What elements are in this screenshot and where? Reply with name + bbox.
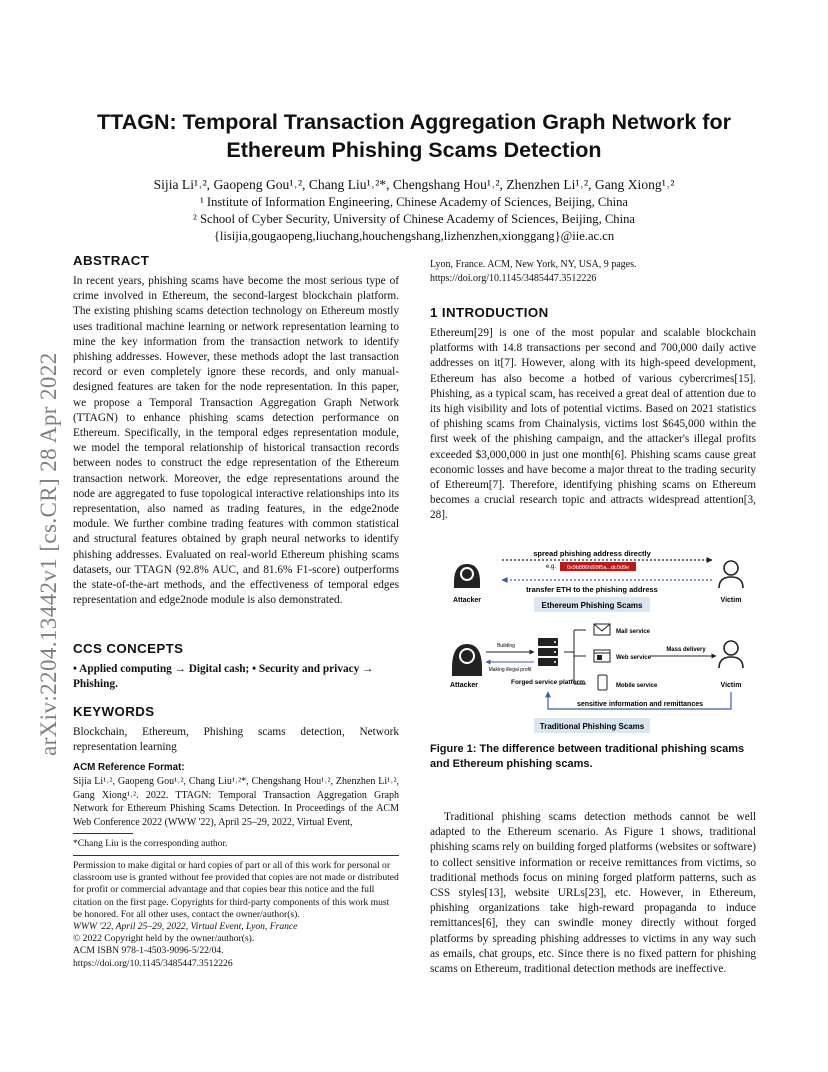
ethereum-scams-label: Ethereum Phishing Scams [541, 601, 643, 610]
spread-label: spread phishing address directly [533, 549, 651, 558]
server-icon [538, 638, 558, 666]
address-prefix: e.g. [546, 564, 557, 570]
affiliation-2: ² School of Cyber Security, University of Chinese Academy of Sciences, Beijing, China [193, 212, 635, 226]
web-icon [594, 650, 610, 662]
isbn-line: ACM ISBN 978-1-4503-9096-5/22/04. [73, 945, 224, 957]
mobile-service-label: Mobile service [616, 683, 658, 689]
permission-text: Permission to make digital or hard copies of part or all of this work for personal or classroom use is granted without fee provided that copies are not made or distributed for profit or commercial advantage and that copies bear this notice and the full citation on the first page. Copyrights for third-party components of this work must be honored. For all other uses, contact the owner/author(s). [73, 860, 399, 920]
mass-delivery-label: Mass delivery [666, 647, 706, 653]
affiliation-1: ¹ Institute of Information Engineering, Chinese Academy of Sciences, Beijing, China [199, 195, 628, 209]
abstract-text: In recent years, phishing scams have become the most serious type of crime involved in Ethereum, the second-largest blockchain platform. The existing phishing scams detection technology on Ethereum mostly uses traditional machine learning or network representation learning to mine the key information from the transaction network to identify phishing addresses. However, these methods adopt the last transaction record or even completely ignore these records, and only manual-designed features are taken for the node representation. In this paper, we propose a Temporal Transaction Aggregation Graph Network (TTAGN) to enhance phishing scams detection performance on Ethereum. Specifically, in the temporal edges representation module, we model the temporal relationship of historical transaction records between nodes to construct the edge representation of the Ethereum transaction network. Moreover, the edge representations around the node are aggregated to fuse topological interactive relationships into its representation, also named as trading features, in the edge2node module. We further combine trading features with common statistical and structural features obtained by graph neural networks to identify phishing addresses. Evaluated on real-world Ethereum phishing scams datasets, our TTAGN (92.8% AUC, and 81.6% F1-score) outperforms the state-of-the-art methods, and the effectiveness of temporal edges representation and edge2node module is also demonstrated. [73, 275, 399, 607]
building-label: Building [497, 643, 515, 649]
arxiv-stamp-text: arXiv:2204.13442v1 [cs.CR] 28 Apr 2022 [36, 352, 61, 756]
web-service-label: Web service [616, 655, 651, 661]
copyright-line: © 2022 Copyright held by the owner/author(s). [73, 933, 255, 945]
intro-text: Ethereum[29] is one of the most popular and scalable blockchain platforms with 14.8 transactions per second and 700,000 daily active addresses on it[7]. However, along with its high-speed development, Ethereum has also become a hotbed of various cybercrimes[15]. Phishing, as a typical scam, has received a great deal of attention due to its high visibility and lots of potential victims. Based on 2021 statistics of phishing scams from Chainalysis, victims lost $645,000 within the first week of the phishing campaign, and the attacker's illegal profits exceeded $3,000,000 in just one month[6]. Phishing scams cause great economic losses and have become a major threat to the trading security of Ethereum[7]. Therefore, identifying phishing scams on Ethereum becomes a crucial research topic and attracts widespread attention[3, 28]. [430, 327, 756, 522]
abstract-heading: ABSTRACT [73, 253, 150, 268]
sensitive-info-label: sensitive information and remittances [576, 701, 704, 708]
victim-label-bottom: Victim [720, 682, 742, 689]
acm-ref-heading: ACM Reference Format: [73, 762, 185, 773]
victim-label-top: Victim [720, 597, 742, 604]
intro-paragraph-2: Traditional phishing scams detection methods cannot be well adapted to the Ethereum scenario. As Figure 1 shows, traditional phishing scams rely on building forged platforms (websites or software) to collect sensitive information or receive remittances from victims, so traditional methods focus on mining forged platform patterns, such as CSS styles[13], website URLs[23], etc. However, in Ethereum, phishing organizations take high-reward propaganda to induce remittances[6], they can swindle money directly without forged platforms by spreading phishing addresses to victims in any way such as emails, chat groups, etc. Since there is no fixed pattern for phishing scams on Ethereum, traditional detection methods are ineffective. [430, 811, 756, 976]
title-line-2: Ethereum Phishing Scams Detection [226, 138, 602, 162]
acm-ref-text: Sijia Li¹˒², Gaopeng Gou¹˒², Chang Liu¹˒²*, Chengshang Hou¹˒², Zhenzhen Li¹˒², Gang Xiong¹˒². 2022. TTAGN: Temporal Transaction Aggregation Graph Network for Ethereum Phishing Scams Detection. In Proceedings of the ACM Web Conference 2022 (WWW '22), April 25–29, 2022, Virtual Event, [73, 776, 399, 828]
traditional-scams-label: Traditional Phishing Scams [539, 722, 645, 731]
acm-reference [73, 762, 399, 829]
transfer-label: transfer ETH to the phishing address [526, 585, 658, 594]
acm-ref-continued: Lyon, France. ACM, New York, NY, USA, 9 pages. https://doi.org/10.1145/3485447.3512226 [430, 259, 637, 284]
phishing-address: 0x9b886fd99f5a...dc0d9e [566, 565, 630, 571]
victim-icon-bottom [719, 641, 743, 668]
figure-1-diagram [440, 544, 760, 736]
keywords-heading: KEYWORDS [73, 704, 155, 719]
keywords-text: Blockchain, Ethereum, Phishing scams detection, Network representation learning [73, 726, 399, 754]
author-list: Sijia Li¹˒², Gaopeng Gou¹˒², Chang Liu¹˒²*, Chengshang Hou¹˒², Zhenzhen Li¹˒², Gang Xiong¹˒² [153, 177, 675, 192]
permission-rule [73, 855, 399, 856]
arxiv-stamp [12, 286, 62, 756]
ccs-text: • Applied computing → Digital cash; • Security and privacy → Phishing. [73, 663, 374, 691]
figure-1-caption: Figure 1: The difference between traditional phishing scams and Ethereum phishing scams. [430, 743, 745, 770]
intro-heading: 1 INTRODUCTION [430, 305, 549, 320]
doi-line: https://doi.org/10.1145/3485447.3512226 [73, 957, 233, 969]
ccs-section [73, 641, 399, 692]
copyright-block [73, 860, 399, 970]
author-emails: {lisijia,gougaopeng,liuchang,houchengshang,lizhenzhen,xionggang}@iie.ac.cn [213, 229, 615, 243]
forged-label: Forged service platform [510, 679, 586, 686]
abstract-section [73, 253, 399, 608]
victim-icon-top [719, 561, 743, 588]
illegal-profit-label: Making illegal profit [488, 667, 532, 673]
mobile-icon [598, 675, 607, 690]
mail-service-label: Mail service [616, 629, 651, 635]
attacker-label-top: Attacker [452, 597, 482, 604]
keywords-section [73, 704, 399, 755]
corresponding-footnote: *Chang Liu is the corresponding author. [73, 838, 228, 849]
conference-line: WWW '22, April 25–29, 2022, Virtual Event, Lyon, France [73, 921, 298, 933]
attacker-icon-top [454, 564, 480, 588]
title-line-1: TTAGN: Temporal Transaction Aggregation Graph Network for [97, 110, 731, 134]
paper-title [60, 108, 768, 164]
attacker-icon-bottom [452, 644, 482, 676]
ccs-heading: CCS CONCEPTS [73, 641, 184, 656]
mail-icon [594, 624, 610, 635]
footnote-rule [73, 833, 133, 834]
introduction-section [430, 305, 756, 524]
service-bracket [564, 630, 586, 684]
attacker-label-bottom: Attacker [449, 682, 479, 689]
